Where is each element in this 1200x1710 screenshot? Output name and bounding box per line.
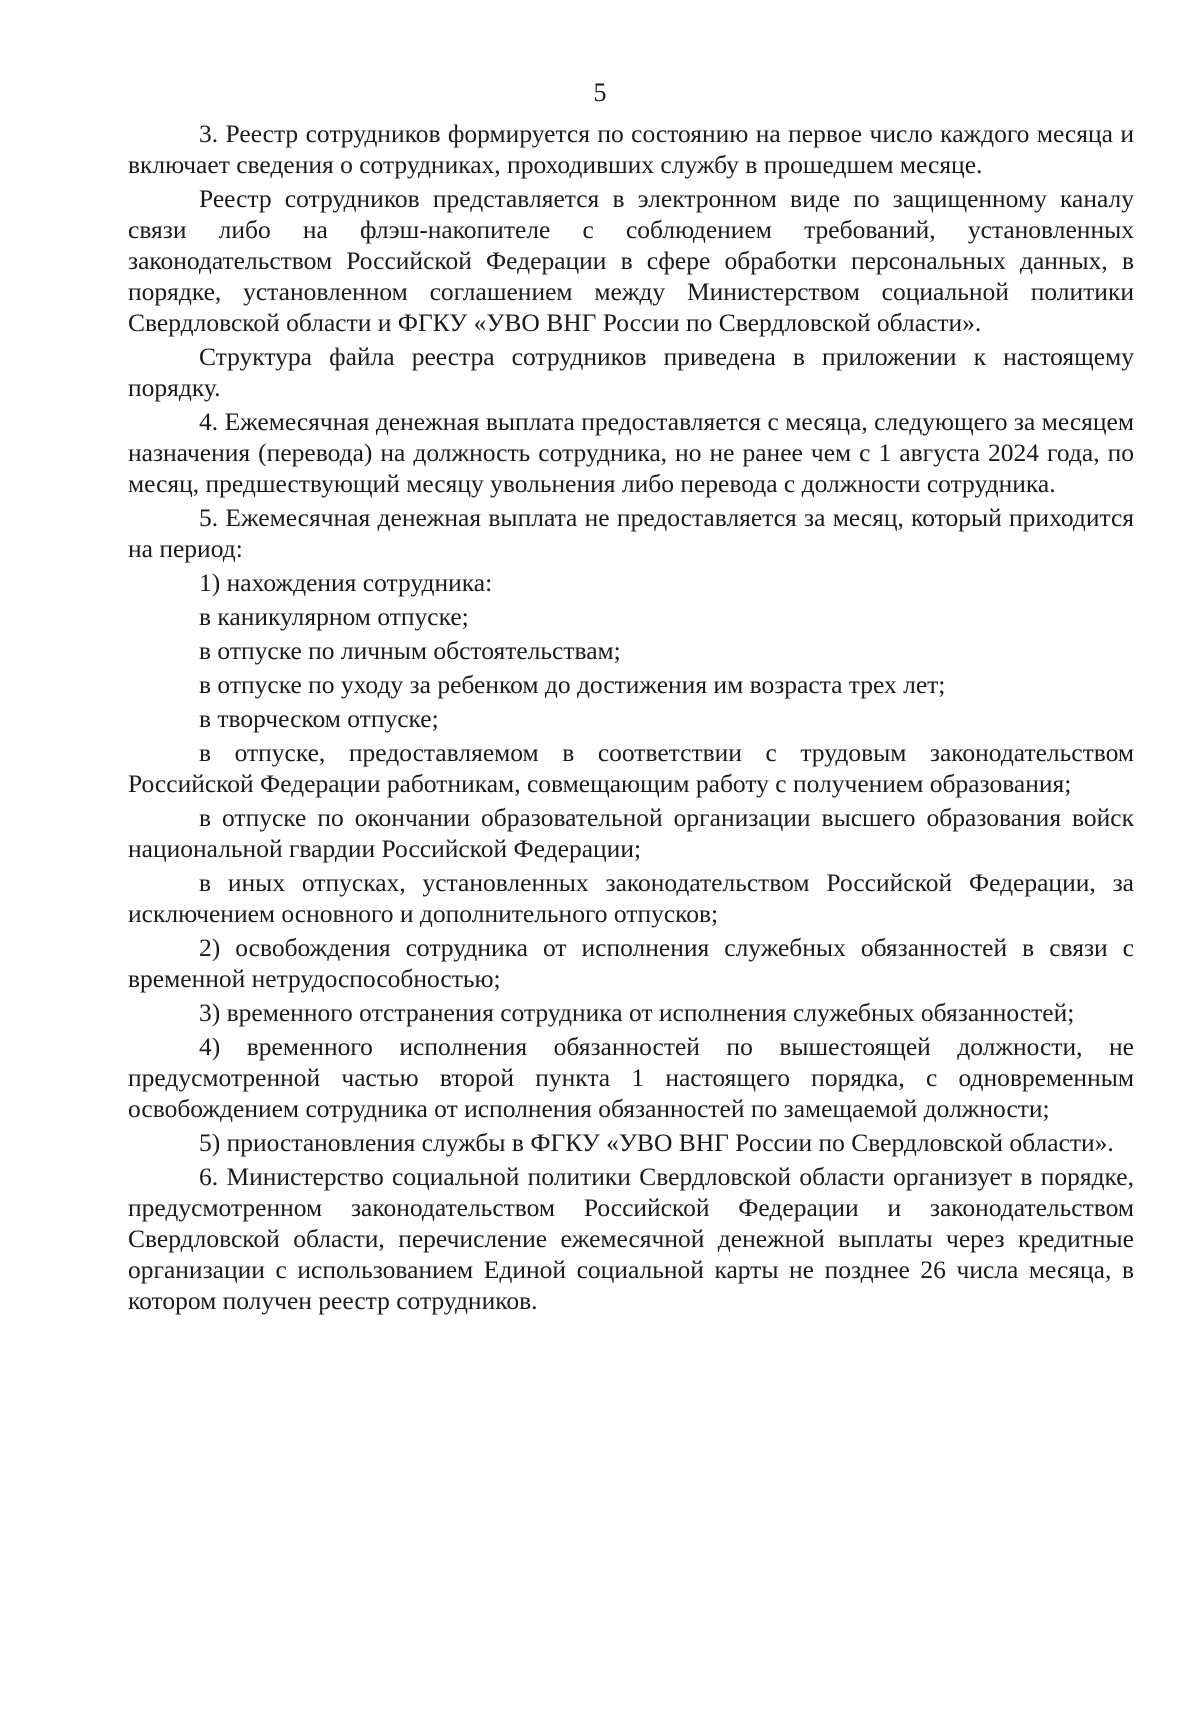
paragraph-4-payment-period: 4. Ежемесячная денежная выплата предоставляется с месяца, следующего за месяцем назначения (перевода) на должность сотрудника, но не ранее чем с 1 августа 2024 года, по месяц, предшествующий месяцу увольнения либо перевода с должности сотрудника. [128, 407, 1134, 498]
list-item-5-service-suspension: 5) приостановления службы в ФГКУ «УВО ВНГ России по Свердловской области». [199, 1128, 1114, 1157]
list-item-1-employee-status: 1) нахождения сотрудника: [199, 568, 493, 597]
list-item-vacation-childcare: в отпуске по уходу за ребенком до достижения им возраста трех лет; [199, 670, 946, 699]
list-item-3-suspension: 3) временного отстранения сотрудника от исполнения служебных обязанностей; [199, 998, 1075, 1027]
paragraph-registry-structure: Структура файла реестра сотрудников приведена в приложении к настоящему порядку. [128, 342, 1134, 402]
page-number: 5 [593, 78, 607, 107]
document-body [128, 118, 1134, 1316]
list-item-vacation-personal: в отпуске по личным обстоятельствам; [199, 636, 621, 665]
list-item-2-sick-leave: 2) освобождения сотрудника от исполнения служебных обязанностей в связи с временной нетрудоспособностью; [128, 933, 1134, 993]
list-item-vacation-other: в иных отпусках, установленных законодательством Российской Федерации, за исключением основного и дополнительного отпусков; [128, 868, 1134, 928]
list-item-vacation-creative: в творческом отпуске; [199, 704, 439, 733]
list-item-4-temporary-duties: 4) временного исполнения обязанностей по вышестоящей должности, не предусмотренной частью второй пункта 1 настоящего порядка, с одновременным освобождением сотрудника от исполнения обязанностей по замещаемой должности; [128, 1032, 1134, 1123]
paragraph-6-payment-transfer: 6. Министерство социальной политики Свердловской области организует в порядке, предусмотренном законодательством Российской Федерации и законодательством Свердловской области, перечисление ежемесячной денежной выплаты через кредитные организации с использованием Единой социальной карты не позднее 26 числа месяца, в котором получен реестр сотрудников. [128, 1162, 1134, 1315]
list-item-vacation-education: в отпуске, предоставляемом в соответствии с трудовым законодательством Российской Федерации работникам, совмещающим работу с получением образования; [128, 738, 1134, 798]
paragraph-5-exclusions: 5. Ежемесячная денежная выплата не предоставляется за месяц, который приходится на период: [128, 503, 1134, 563]
list-item-vacation-holiday: в каникулярном отпуске; [199, 602, 469, 631]
paragraph-3-registry-formation: 3. Реестр сотрудников формируется по состоянию на первое число каждого месяца и включает сведения о сотрудниках, проходивших службу в прошедшем месяце. [128, 119, 1134, 179]
paragraph-registry-submission: Реестр сотрудников представляется в электронном виде по защищенному каналу связи либо на флэш-накопителе с соблюдением требований, установленных законодательством Российской Федерации в сфере обработки персональных данных, в порядке, установленном соглашением между Министерством социальной политики Свердловской области и ФГКУ «УВО ВНГ России по Свердловской области». [128, 184, 1134, 337]
list-item-vacation-graduation: в отпуске по окончании образовательной организации высшего образования войск национальной гвардии Российской Федерации; [128, 803, 1134, 863]
